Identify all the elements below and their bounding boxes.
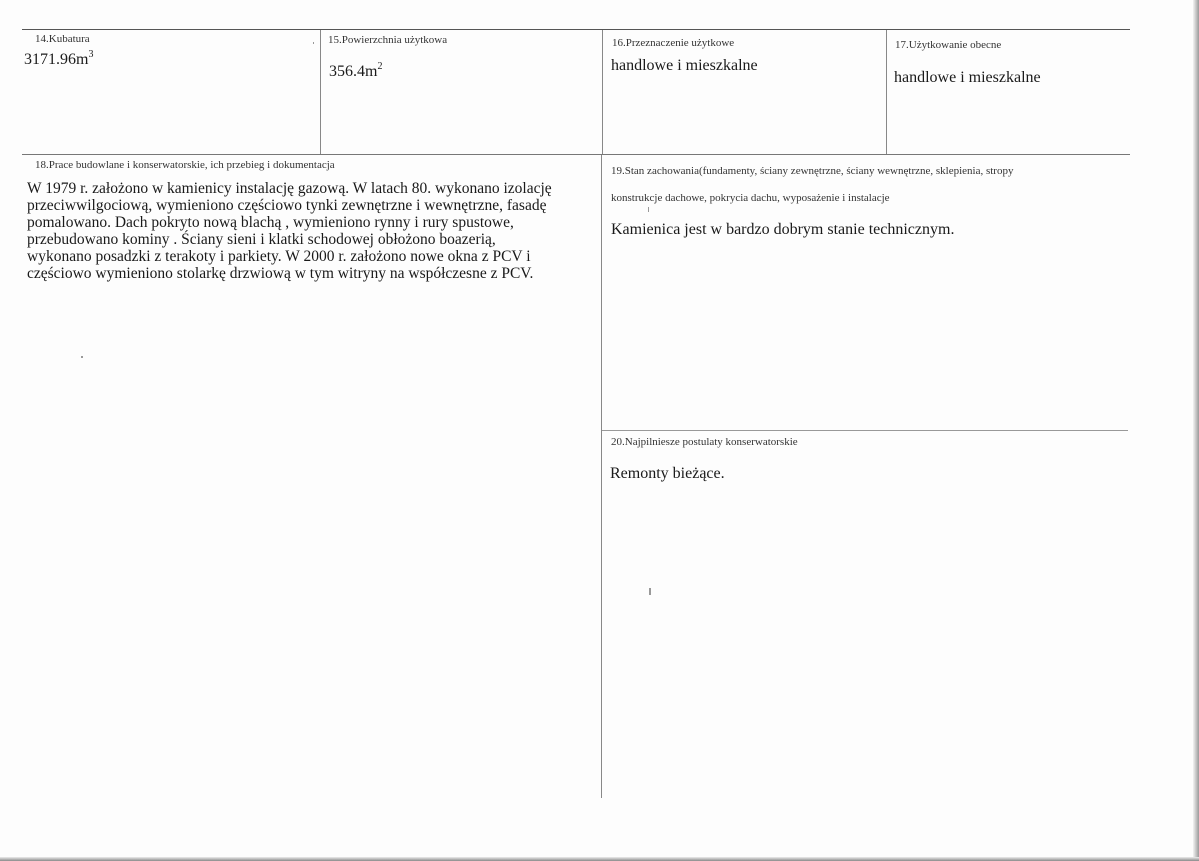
uzytkowanie-value: handlowe i mieszkalne bbox=[894, 69, 1041, 86]
przeznaczenie-label: 16.Przeznaczenie użytkowe bbox=[612, 37, 735, 49]
scan-edge-bottom bbox=[0, 857, 1199, 861]
prace-line: W 1979 r. założono w kamienicy instalację gazową. W latach 80. wykonano izolację bbox=[27, 180, 552, 197]
przeznaczenie-value: handlowe i mieszkalne bbox=[611, 57, 758, 74]
postulaty-label: 20.Najpilniesze postulaty konserwatorskie bbox=[611, 436, 798, 448]
stan-value: Kamienica jest w bardzo dobrym stanie technicznym. bbox=[611, 221, 955, 238]
scan-speck bbox=[313, 42, 314, 44]
stan-label-line2: konstrukcje dachowe, pokrycia dachu, wyposażenie i instalacje bbox=[611, 192, 890, 204]
kubatura-value: $3171.96m^3$ bbox=[24, 48, 94, 68]
row-divider bbox=[22, 154, 1130, 155]
prace-line: pomalowano. Dach pokryto nową blachą , wymieniono rynny i rury spustowe, bbox=[27, 214, 514, 231]
divider-15-16 bbox=[602, 30, 603, 154]
right-section-divider bbox=[602, 430, 1128, 431]
kubatura-label: 14.Kubatura bbox=[35, 33, 90, 45]
prace-line: częściowo wymieniono stolarkę drzwiową w tym witryny na współczesne z PCV. bbox=[27, 265, 534, 282]
prace-label: 18.Prace budowlane i konserwatorskie, ich przebieg i dokumentacja bbox=[35, 159, 335, 171]
scan-speck bbox=[648, 207, 649, 212]
postulaty-value: Remonty bieżące. bbox=[610, 465, 725, 482]
prace-line: wykonano posadzki z terakoty i parkiety. W 2000 r. założono nowe okna z PCV i bbox=[27, 248, 531, 265]
divider-16-17 bbox=[886, 30, 887, 154]
stan-label-line1: 19.Stan zachowania(fundamenty, ściany zewnętrzne, ściany wewnętrzne, sklepienia, stropy bbox=[611, 165, 1014, 177]
scan-speck bbox=[81, 356, 83, 358]
prace-text bbox=[27, 180, 552, 282]
top-rule bbox=[22, 29, 1130, 30]
prace-line: przeciwwilgociową, wymieniono częściowo tynki zewnętrzne i wewnętrzne, fasadę bbox=[27, 197, 547, 214]
divider-14-15 bbox=[320, 30, 321, 154]
divider-18-19 bbox=[601, 155, 602, 798]
powierzchnia-label: 15.Powierzchnia użytkowa bbox=[328, 34, 448, 46]
prace-line: przebudowano kominy . Ściany sieni i klatki schodowej obłożono boazerią, bbox=[27, 231, 496, 248]
scan-edge-right bbox=[1193, 0, 1199, 861]
scan-speck bbox=[649, 588, 651, 595]
uzytkowanie-label: 17.Użytkowanie obecne bbox=[895, 39, 1002, 51]
powierzchnia-value: $356.4m^2$ bbox=[329, 60, 383, 80]
